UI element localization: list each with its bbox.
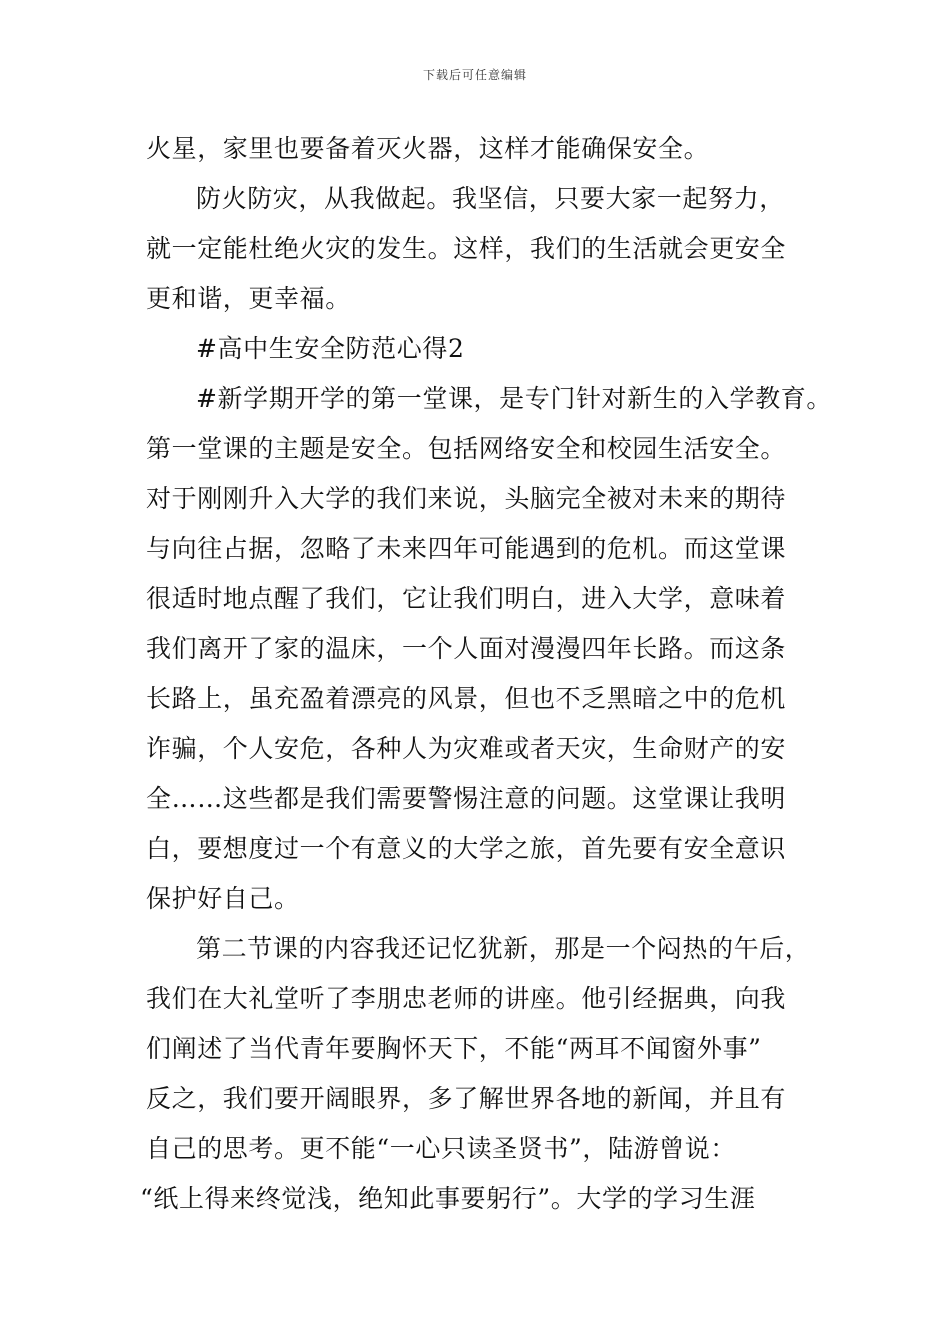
text-line: 火星，家里也要备着灭火器，这样才能确保安全。: [146, 134, 710, 163]
text-line: 防火防灾，从我做起。我坚信，只要大家一起努力，: [196, 184, 785, 213]
text-line: 长路上，虽充盈着漂亮的风景，但也不乏黑暗之中的危机: [146, 684, 787, 713]
text-line: 诈骗，个人安危，各种人为灾难或者天灾，生命财产的安: [146, 734, 787, 763]
text-line: 第一堂课的主题是安全。包括网络安全和校园生活安全。: [146, 434, 787, 463]
text-line: 我们在大礼堂听了李朋忠老师的讲座。他引经据典，向我: [146, 984, 787, 1013]
text-line: #新学期开学的第一堂课，是专门针对新生的入学教育。: [196, 384, 832, 413]
text-line: 们阐述了当代青年要胸怀天下，不能“两耳不闻窗外事”: [146, 1034, 762, 1063]
text-line: 全……这些都是我们需要警惕注意的问题。这堂课让我明: [146, 784, 787, 813]
text-line: 自己的思考。更不能“一心只读圣贤书”，陆游曾说：: [146, 1134, 736, 1163]
text-line: 对于刚刚升入大学的我们来说，头脑完全被对未来的期待: [146, 484, 787, 513]
text-line: 与向往占据，忽略了未来四年可能遇到的危机。而这堂课: [146, 534, 787, 563]
text-line: 更和谐，更幸福。: [146, 284, 351, 313]
text-line: 反之，我们要开阔眼界，多了解世界各地的新闻，并且有: [146, 1084, 787, 1113]
text-line: 第二节课的内容我还记忆犹新，那是一个闷热的午后，: [196, 934, 811, 963]
text-line: “纸上得来终觉浅，绝知此事要躬行”。大学的学习生涯: [140, 1184, 756, 1213]
text-line: 很适时地点醒了我们，它让我们明白，进入大学，意味着: [146, 584, 787, 613]
section-heading: #高中生安全防范心得2: [196, 334, 465, 363]
text-line: 我们离开了家的温床，一个人面对漫漫四年长路。而这条: [146, 634, 787, 663]
text-line: 白，要想度过一个有意义的大学之旅，首先要有安全意识: [146, 834, 787, 863]
text-line: 保护好自己。: [146, 884, 300, 913]
text-line: 就一定能杜绝火灾的发生。这样，我们的生活就会更安全: [146, 234, 787, 263]
page-header: 下载后可任意编辑: [422, 68, 527, 82]
